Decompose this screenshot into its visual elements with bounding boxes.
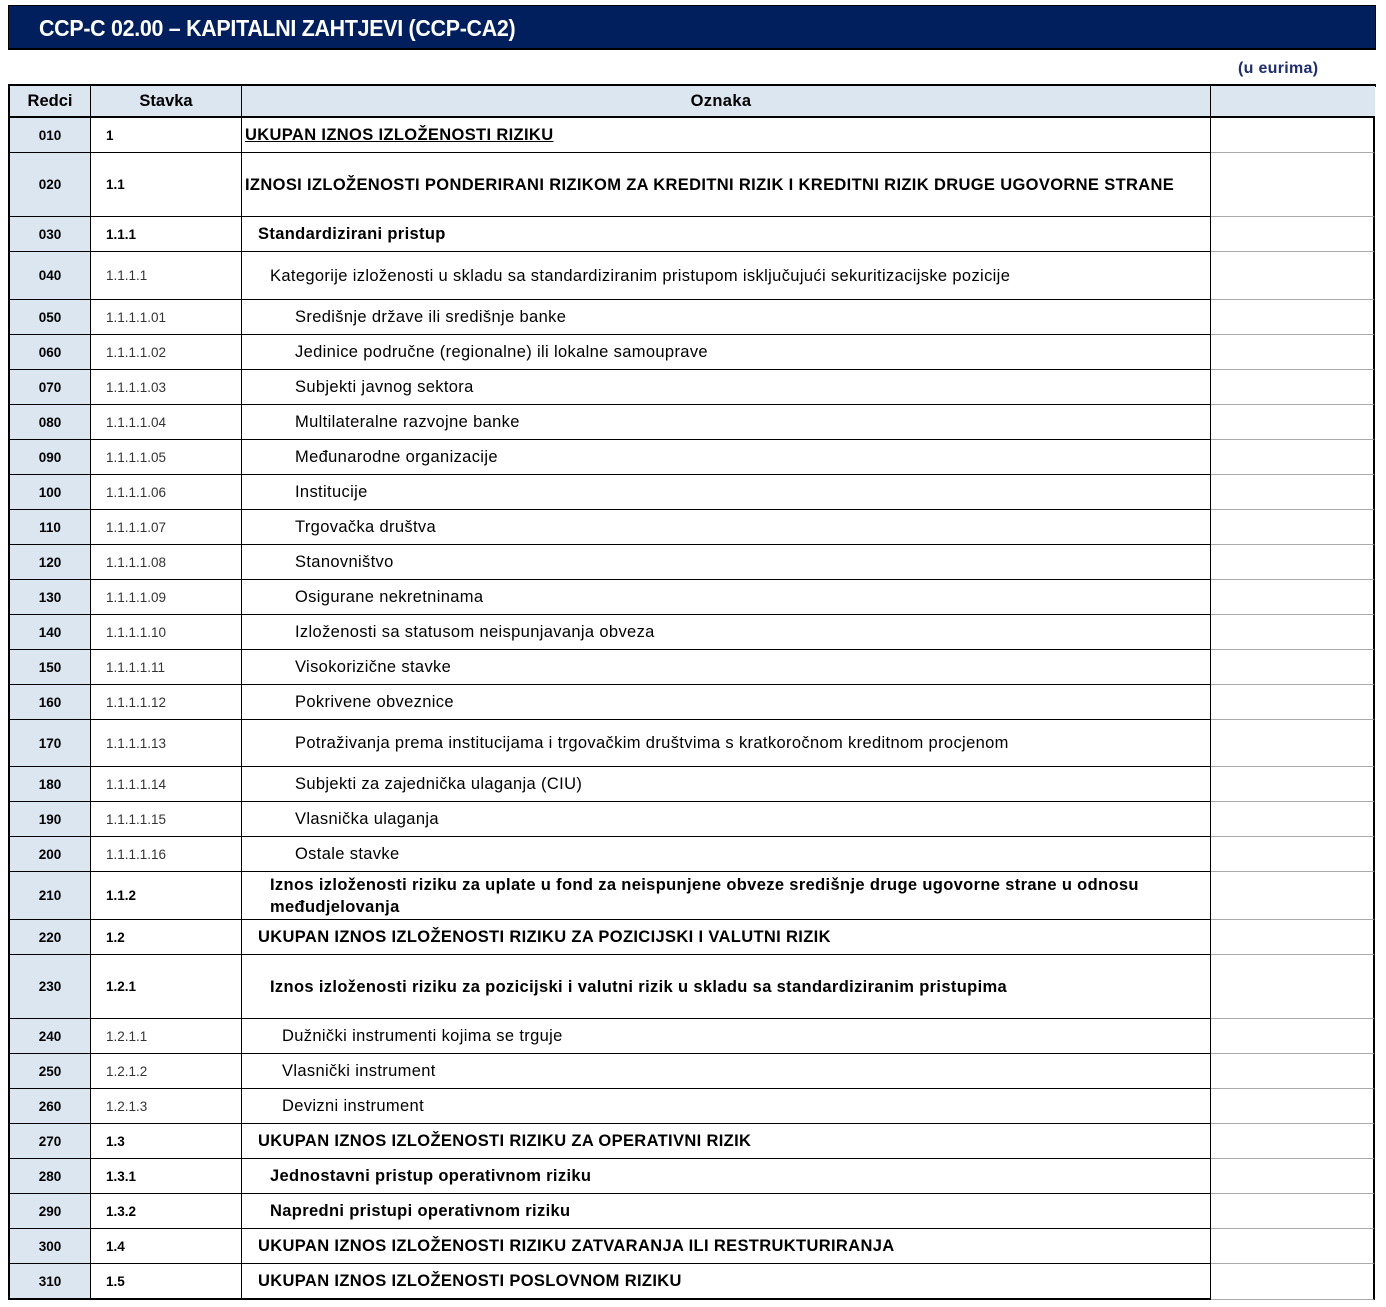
row-value-cell[interactable]: [1211, 370, 1375, 405]
row-value-cell[interactable]: [1211, 837, 1375, 872]
row-item-number: 1.1.1.1.09: [91, 580, 242, 615]
row-label-text: UKUPAN IZNOS IZLOŽENOSTI POSLOVNOM RIZIKU: [258, 1272, 682, 1290]
row-label-text: UKUPAN IZNOS IZLOŽENOSTI RIZIKU ZA POZICIJSKI I VALUTNI RIZIK: [258, 928, 831, 946]
row-code: 240: [8, 1019, 91, 1054]
row-value-cell[interactable]: [1211, 1019, 1375, 1054]
row-code: 130: [8, 580, 91, 615]
row-label-text: Međunarodne organizacije: [295, 448, 498, 466]
row-item-number: 1.1: [91, 153, 242, 217]
table-row: [8, 1019, 1375, 1054]
row-code: 110: [8, 510, 91, 545]
row-label: [242, 153, 1211, 217]
row-code: 080: [8, 405, 91, 440]
row-label-text: Ostale stavke: [295, 845, 400, 863]
table-row: [8, 650, 1375, 685]
row-item-number: 1.5: [91, 1264, 242, 1300]
row-code: 040: [8, 252, 91, 300]
row-value-cell[interactable]: [1211, 300, 1375, 335]
row-label: [242, 650, 1211, 685]
table-row: [8, 545, 1375, 580]
row-item-number: 1.1.1.1.01: [91, 300, 242, 335]
row-label: [242, 370, 1211, 405]
row-label-text: UKUPAN IZNOS IZLOŽENOSTI RIZIKU ZA OPERATIVNI RIZIK: [258, 1132, 752, 1150]
row-item-number: 1.1.1.1.15: [91, 802, 242, 837]
table-row: [8, 300, 1375, 335]
row-code: 090: [8, 440, 91, 475]
row-code: 160: [8, 685, 91, 720]
table-row: [8, 685, 1375, 720]
row-label-text: Jedinice područne (regionalne) ili lokalne samouprave: [295, 343, 708, 361]
row-code: 100: [8, 475, 91, 510]
row-value-cell[interactable]: [1211, 767, 1375, 802]
row-value-cell[interactable]: [1211, 217, 1375, 252]
row-item-number: 1.3: [91, 1124, 242, 1159]
row-code: 050: [8, 300, 91, 335]
row-label: [242, 1089, 1211, 1124]
table-row: [8, 615, 1375, 650]
row-code: 230: [8, 955, 91, 1019]
row-code: 280: [8, 1159, 91, 1194]
row-label: [242, 872, 1211, 920]
table-row: [8, 1264, 1375, 1300]
row-code: 270: [8, 1124, 91, 1159]
row-item-number: 1.1.2: [91, 872, 242, 920]
row-item-number: 1.1.1.1.04: [91, 405, 242, 440]
row-code: 250: [8, 1054, 91, 1089]
row-item-number: 1.3.1: [91, 1159, 242, 1194]
form-title: CCP-C 02.00 – KAPITALNI ZAHTJEVI (CCP-CA2): [39, 15, 516, 41]
table-body: [8, 118, 1375, 1300]
row-value-cell[interactable]: [1211, 580, 1375, 615]
row-label-text: Jednostavni pristup operativnom riziku: [270, 1167, 592, 1185]
table-row: [8, 475, 1375, 510]
row-label: [242, 767, 1211, 802]
row-code: 220: [8, 920, 91, 955]
row-value-cell[interactable]: [1211, 1089, 1375, 1124]
row-item-number: 1.2.1: [91, 955, 242, 1019]
table-row: [8, 802, 1375, 837]
table-row: [8, 217, 1375, 252]
row-label-text: Središnje države ili središnje banke: [295, 308, 567, 326]
row-label-text: Stanovništvo: [295, 553, 394, 571]
table-row: [8, 440, 1375, 475]
row-label-text: Devizni instrument: [282, 1097, 425, 1115]
row-code: 120: [8, 545, 91, 580]
row-label: [242, 920, 1211, 955]
table-row: [8, 920, 1375, 955]
row-value-cell[interactable]: [1211, 475, 1375, 510]
row-label-text: Izloženosti sa statusom neispunjavanja obveza: [295, 623, 655, 641]
table-row: [8, 335, 1375, 370]
table-row: [8, 767, 1375, 802]
row-item-number: 1.1.1.1.06: [91, 475, 242, 510]
row-code: 190: [8, 802, 91, 837]
row-label: [242, 955, 1211, 1019]
row-label-text: Subjekti javnog sektora: [295, 378, 474, 396]
row-value-cell[interactable]: [1211, 1124, 1375, 1159]
row-item-number: 1.2.1.3: [91, 1089, 242, 1124]
row-value-cell[interactable]: [1211, 335, 1375, 370]
table-row: [8, 1229, 1375, 1264]
row-item-number: 1: [91, 118, 242, 153]
row-item-number: 1.1.1.1.16: [91, 837, 242, 872]
row-code: 260: [8, 1089, 91, 1124]
row-item-number: 1.1.1.1.14: [91, 767, 242, 802]
table-header: [8, 86, 1375, 118]
row-label-text: Iznos izloženosti riziku za uplate u fond za neispunjene obveze središnje druge ugovorne strane u odnosu međudjelovanja: [270, 875, 1139, 916]
row-value-cell[interactable]: [1211, 118, 1375, 153]
row-label-text: Iznos izloženosti riziku za pozicijski i valutni rizik u skladu sa standardiziranim pristupima: [270, 977, 1008, 996]
row-label-text: Visokorizične stavke: [295, 658, 452, 676]
row-value-cell[interactable]: [1211, 252, 1375, 300]
table-row: [8, 1124, 1375, 1159]
table-row: [8, 955, 1375, 1019]
table-row: [8, 118, 1375, 153]
row-label-text: Kategorije izloženosti u skladu sa standardiziranim pristupom isključujući sekuritizacijske pozicije: [270, 266, 1011, 285]
row-code: 140: [8, 615, 91, 650]
form-title-bar: [8, 5, 1376, 50]
row-code: 070: [8, 370, 91, 405]
row-label-text: Osigurane nekretninama: [295, 588, 484, 606]
row-code: 150: [8, 650, 91, 685]
row-code: 060: [8, 335, 91, 370]
row-item-number: 1.2: [91, 920, 242, 955]
header-value: [1211, 86, 1375, 118]
currency-unit: (u eurima): [1238, 60, 1319, 77]
header-redci: Redci: [8, 86, 91, 118]
row-code: 180: [8, 767, 91, 802]
row-label: [242, 615, 1211, 650]
row-code: 200: [8, 837, 91, 872]
row-label-text: Standardizirani pristup: [258, 225, 446, 243]
row-label-text: Napredni pristupi operativnom riziku: [270, 1202, 571, 1220]
table-row: [8, 720, 1375, 767]
row-label-text: Subjekti za zajednička ulaganja (CIU): [295, 775, 583, 793]
row-value-cell[interactable]: [1211, 650, 1375, 685]
row-value-cell[interactable]: [1211, 685, 1375, 720]
row-value-cell[interactable]: [1211, 920, 1375, 955]
row-label-text: Trgovačka društva: [295, 518, 437, 536]
row-value-cell[interactable]: [1211, 510, 1375, 545]
row-item-number: 1.1.1.1.13: [91, 720, 242, 767]
row-label: [242, 685, 1211, 720]
row-item-number: 1.4: [91, 1229, 242, 1264]
row-item-number: 1.1.1.1.03: [91, 370, 242, 405]
table-row: [8, 405, 1375, 440]
row-label: [242, 118, 1211, 153]
row-label: [242, 335, 1211, 370]
row-label: [242, 405, 1211, 440]
table-row: [8, 370, 1375, 405]
row-label: [242, 1054, 1211, 1089]
row-label-text: UKUPAN IZNOS IZLOŽENOSTI RIZIKU ZATVARANJA ILI RESTRUKTURIRANJA: [258, 1237, 895, 1255]
row-label: [242, 300, 1211, 335]
row-value-cell[interactable]: [1211, 1159, 1375, 1194]
row-label-text: Vlasnički instrument: [282, 1062, 436, 1080]
row-value-cell[interactable]: [1211, 405, 1375, 440]
row-code: 010: [8, 118, 91, 153]
row-value-cell[interactable]: [1211, 802, 1375, 837]
table-row: [8, 252, 1375, 300]
row-code: 290: [8, 1194, 91, 1229]
row-label: [242, 580, 1211, 615]
row-label: [242, 1019, 1211, 1054]
row-label: [242, 545, 1211, 580]
row-code: 170: [8, 720, 91, 767]
row-item-number: 1.1.1.1.12: [91, 685, 242, 720]
row-value-cell[interactable]: [1211, 720, 1375, 767]
row-value-cell[interactable]: [1211, 1264, 1375, 1300]
table-row: [8, 872, 1375, 920]
capital-requirements-table: [8, 86, 1375, 1300]
row-label: [242, 217, 1211, 252]
row-label-text: Dužnički instrumenti kojima se trguje: [282, 1027, 563, 1045]
row-item-number: 1.1.1.1.10: [91, 615, 242, 650]
row-label-text: Vlasnička ulaganja: [295, 810, 439, 828]
row-code: 300: [8, 1229, 91, 1264]
row-item-number: 1.3.2: [91, 1194, 242, 1229]
row-value-cell[interactable]: [1211, 1229, 1375, 1264]
row-value-cell[interactable]: [1211, 872, 1375, 920]
row-label-text: Pokrivene obveznice: [295, 693, 454, 711]
row-item-number: 1.2.1.1: [91, 1019, 242, 1054]
row-item-number: 1.1.1.1.05: [91, 440, 242, 475]
row-code: 020: [8, 153, 91, 217]
row-item-number: 1.1.1: [91, 217, 242, 252]
table-row: [8, 1194, 1375, 1229]
table-row: [8, 1159, 1375, 1194]
row-label-text: UKUPAN IZNOS IZLOŽENOSTI RIZIKU: [245, 126, 554, 144]
row-code: 310: [8, 1264, 91, 1300]
header-stavka: Stavka: [91, 86, 242, 118]
row-value-cell[interactable]: [1211, 1194, 1375, 1229]
row-label-text: Multilateralne razvojne banke: [295, 413, 520, 431]
row-item-number: 1.1.1.1.11: [91, 650, 242, 685]
table-row: [8, 1054, 1375, 1089]
table-row: [8, 580, 1375, 615]
row-label-text: Potraživanja prema institucijama i trgovačkim društvima s kratkoročnom kreditnom procjenom: [295, 734, 1009, 752]
table-row: [8, 1089, 1375, 1124]
row-value-cell[interactable]: [1211, 1054, 1375, 1089]
table-row: [8, 153, 1375, 217]
table-row: [8, 837, 1375, 872]
row-value-cell[interactable]: [1211, 153, 1375, 217]
header-oznaka: Oznaka: [242, 86, 1211, 118]
row-label: [242, 720, 1211, 767]
row-label: [242, 1264, 1211, 1300]
row-label: [242, 1229, 1211, 1264]
row-value-cell[interactable]: [1211, 955, 1375, 1019]
row-label: [242, 1124, 1211, 1159]
row-code: 210: [8, 872, 91, 920]
row-label-text: IZNOSI IZLOŽENOSTI PONDERIRANI RIZIKOM ZA KREDITNI RIZIK I KREDITNI RIZIK DRUGE UGOVORNE STRANE: [245, 175, 1175, 194]
row-label: [242, 837, 1211, 872]
row-label: [242, 1159, 1211, 1194]
row-item-number: 1.2.1.2: [91, 1054, 242, 1089]
row-value-cell[interactable]: [1211, 440, 1375, 475]
row-label: [242, 440, 1211, 475]
row-label: [242, 475, 1211, 510]
row-item-number: 1.1.1.1.08: [91, 545, 242, 580]
row-item-number: 1.1.1.1.02: [91, 335, 242, 370]
row-label: [242, 252, 1211, 300]
row-label: [242, 1194, 1211, 1229]
row-value-cell[interactable]: [1211, 615, 1375, 650]
row-label: [242, 802, 1211, 837]
row-item-number: 1.1.1.1.07: [91, 510, 242, 545]
row-item-number: 1.1.1.1: [91, 252, 242, 300]
row-label: [242, 510, 1211, 545]
table-row: [8, 510, 1375, 545]
row-code: 030: [8, 217, 91, 252]
row-value-cell[interactable]: [1211, 545, 1375, 580]
row-label-text: Institucije: [295, 483, 368, 501]
